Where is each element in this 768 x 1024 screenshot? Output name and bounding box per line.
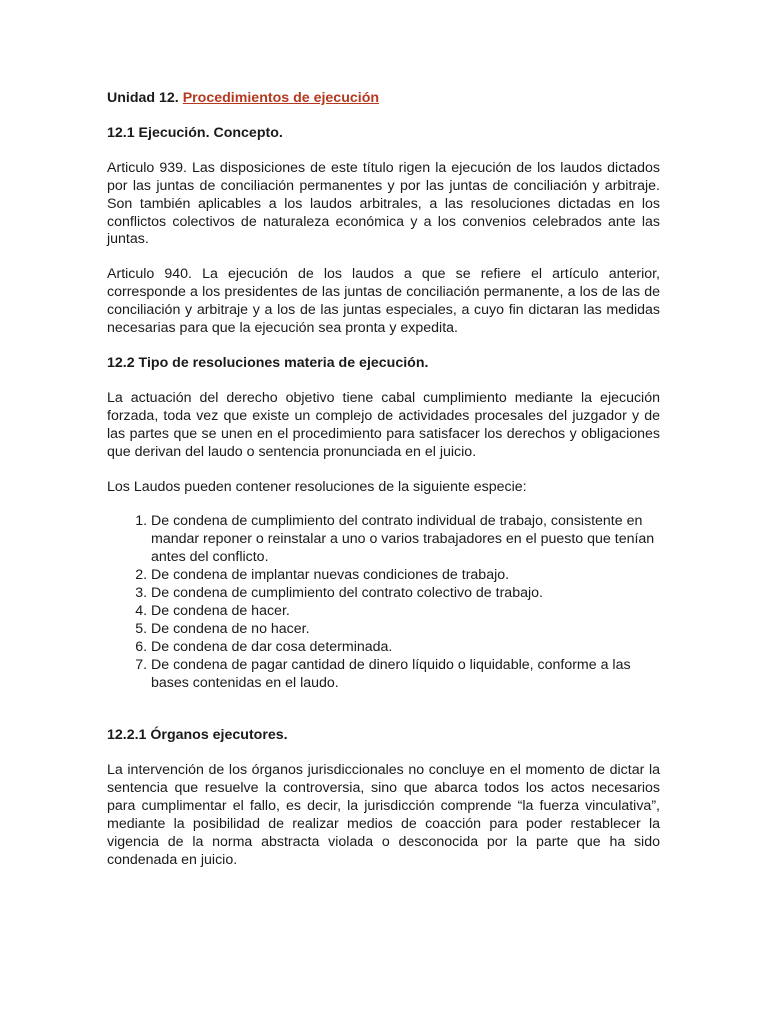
list-item: 1. De condena de cumplimiento del contrato individual de trabajo, consistente en mandar reponer o reinstalar a uno o varios trabajadores en el puesto que tenían antes del conflicto. [151, 513, 660, 567]
section-heading-12-1: 12.1 Ejecución. Concepto. [107, 124, 283, 141]
unit-title-link[interactable]: Procedimientos de ejecución [182, 90, 380, 106]
unit-label: Unidad 12. [107, 90, 179, 106]
list-item: 6. De condena de dar cosa determinada. [151, 639, 660, 657]
section-heading-12-2: 12.2 Tipo de resoluciones materia de ejecución. [107, 354, 429, 371]
list-item: 7. De condena de pagar cantidad de dinero líquido o liquidable, conforme a las bases contenidas en el laudo. [151, 657, 660, 693]
article-939-paragraph: Articulo 939. Las disposiciones de este título rigen la ejecución de los laudos dictados por las juntas de conciliación permanentes y por las juntas de conciliación y arbitraje. Son también aplicables a los laudos arbitrales, a las resoluciones dictadas en los conflictos colectivos de naturaleza económica y a los convenios celebrados ante las juntas. [107, 159, 660, 248]
list-item: 3. De condena de cumplimiento del contrato colectivo de trabajo. [151, 585, 660, 603]
section-heading-12-2-1: 12.2.1 Órganos ejecutores. [107, 727, 288, 744]
document-page [107, 90, 660, 887]
list-item: 2. De condena de implantar nuevas condiciones de trabajo. [151, 567, 660, 585]
resoluciones-list [107, 513, 660, 692]
list-item: 4. De condena de hacer. [151, 603, 660, 621]
section-12-2-intro: La actuación del derecho objetivo tiene cabal cumplimiento mediante la ejecución forzada, toda vez que existe un complejo de actividades procesales del juzgador y de las partes que se unen en el procedimiento para satisfacer los derechos y obligaciones que derivan del laudo o sentencia pronunciada en el juicio. [107, 389, 660, 460]
laudos-lead-paragraph: Los Laudos pueden contener resoluciones de la siguiente especie: [107, 478, 527, 495]
organos-ejecutores-paragraph: La intervención de los órganos jurisdiccionales no concluye en el momento de dictar la sentencia que resuelve la controversia, sino que abarca todos los actos necesarios para cumplimentar el fallo, es decir, la jurisdicción comprende “la fuerza vinculativa”, mediante la posibilidad de realizar medios de coacción para poder restablecer la vigencia de la norma abstracta violada o desconocida por la parte que ha sido condenada en juicio. [107, 762, 660, 868]
list-item: 5. De condena de no hacer. [151, 621, 660, 639]
article-940-paragraph: Articulo 940. La ejecución de los laudos a que se refiere el artículo anterior, corresponde a los presidentes de las juntas de conciliación permanente, a los de las de conciliación y arbitraje y a los de las juntas especiales, a cuyo fin dictaran las medidas necesarias para que la ejecución sea pronta y expedita. [107, 266, 660, 337]
unit-title [107, 90, 660, 108]
